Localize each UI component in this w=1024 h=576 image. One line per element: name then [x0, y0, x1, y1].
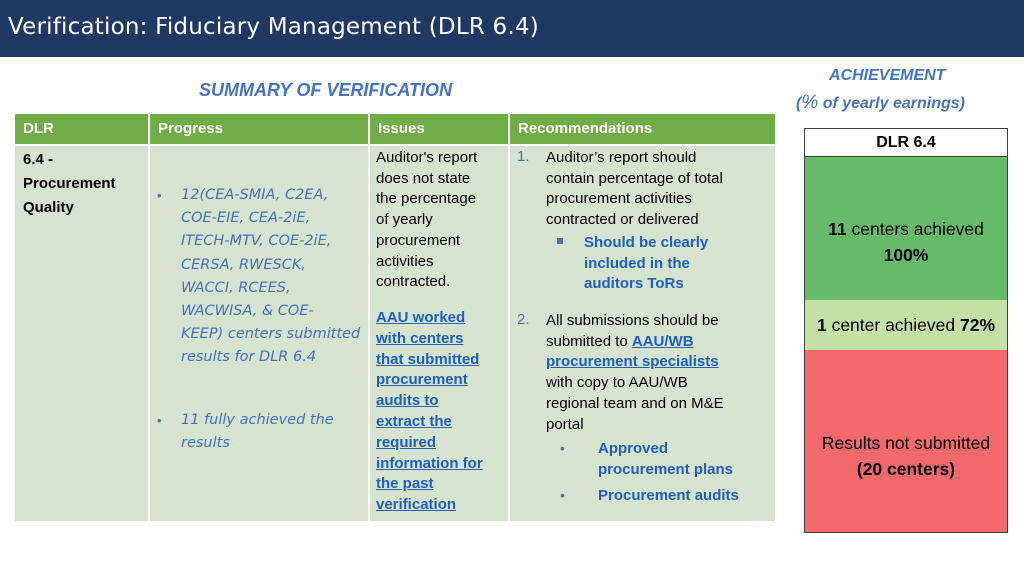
- recommendation-line: Approved: [598, 440, 669, 457]
- issues-line: with centers: [376, 329, 464, 347]
- progress-line: KEEP) centers submitted: [181, 326, 361, 343]
- header-recommendations: Recommendations: [510, 114, 775, 144]
- recommendation-line: procurement activities: [546, 190, 692, 208]
- not-submitted-block: [805, 350, 1007, 532]
- recommendation-2-sub-1: [598, 439, 733, 480]
- issues-line: Auditor's report: [376, 149, 478, 166]
- title-bar: [0, 0, 1024, 57]
- achievement-subheading: [796, 92, 965, 114]
- column-divider: [148, 114, 150, 521]
- issues-paragraph-1: [376, 148, 506, 293]
- recommendation-line: Auditor’s report should: [546, 149, 697, 166]
- square-bullet-icon: [557, 238, 563, 244]
- achieved-full-block: [805, 157, 1007, 300]
- dlr-line: Procurement: [23, 175, 116, 192]
- issues-line: procurement: [376, 231, 461, 249]
- header-divider: [15, 144, 775, 146]
- not-submitted-line-2: (20 centers): [856, 459, 956, 479]
- issues-line: AAU worked: [376, 309, 466, 326]
- progress-line: CERSA, RWESCK,: [181, 256, 306, 273]
- achieved-partial-line: [805, 313, 1007, 338]
- progress-line: WACWISA, & COE-: [181, 303, 314, 320]
- column-divider: [368, 114, 370, 521]
- issues-line: activities: [376, 252, 434, 270]
- dlr-line: Quality: [23, 199, 74, 216]
- achievement-panel: [804, 128, 1008, 533]
- recommendation-text: submitted to: [546, 332, 632, 350]
- bullet-icon: •: [157, 188, 162, 203]
- recommendation-line: with copy to AAU/WB: [546, 374, 688, 392]
- recommendation-2-sub-2: Procurement audits: [598, 487, 739, 504]
- progress-line: COE-EIE, CEA-2iE,: [181, 210, 311, 227]
- header-progress: Progress: [150, 114, 368, 144]
- issues-line: of yearly: [376, 211, 433, 229]
- issues-line: that submitted: [376, 350, 480, 368]
- achieved-count: 11: [828, 219, 847, 239]
- recommendation-1: [546, 148, 723, 231]
- issues-line: procurement: [376, 371, 468, 389]
- issues-line: verification: [376, 496, 457, 514]
- issues-line: information for: [376, 454, 483, 472]
- achievement-heading: ACHIEVEMENT: [829, 67, 946, 84]
- issues-paragraph-2: [376, 308, 506, 516]
- recommendation-line: contain percentage of total: [546, 169, 723, 187]
- percent-symbol: %: [801, 92, 819, 113]
- bullet-icon: •: [560, 487, 565, 503]
- partial-count: 1: [816, 315, 827, 335]
- progress-line: results for DLR 6.4: [181, 349, 317, 366]
- page-title: Verification: Fiduciary Management (DLR 6.4): [8, 14, 539, 40]
- progress-line: ITECH-MTV, COE-2iE,: [181, 233, 332, 250]
- recommendation-line: portal: [546, 415, 584, 433]
- issues-line: the past: [376, 475, 434, 493]
- issues-line: does not state: [376, 169, 471, 187]
- recommendation-line: [546, 332, 724, 353]
- issues-line: the percentage: [376, 190, 477, 208]
- progress-item-2: [181, 409, 334, 455]
- issues-line: audits to: [376, 392, 439, 410]
- summary-heading: SUMMARY OF VERIFICATION: [199, 80, 453, 100]
- issues-line: contracted.: [376, 273, 451, 291]
- bullet-icon: •: [560, 440, 565, 456]
- recommendation-line: regional team and on M&E: [546, 394, 724, 412]
- procurement-specialists-link[interactable]: procurement specialists: [546, 353, 719, 371]
- column-divider: [508, 114, 510, 521]
- partial-pct: 72%: [959, 315, 996, 335]
- progress-item-1: [181, 184, 360, 370]
- recommendation-1-sub: [584, 233, 708, 295]
- bullet-icon: •: [157, 413, 162, 428]
- achieved-full-line-1: [805, 217, 1007, 242]
- progress-line: results: [181, 435, 230, 452]
- achieved-full-pct: 100%: [883, 245, 929, 265]
- issues-line: extract the: [376, 412, 452, 430]
- not-submitted-line-1: Results not submitted: [821, 433, 991, 453]
- progress-line: 12(CEA-SMIA, C2EA,: [181, 187, 329, 203]
- recommendation-2: [546, 311, 724, 435]
- recommendation-line: All submissions should be: [546, 312, 719, 329]
- recommendation-line: procurement plans: [598, 460, 734, 478]
- achieved-partial-block: [805, 300, 1007, 350]
- recommendation-line: Should be clearly: [584, 234, 709, 251]
- achievement-panel-header: DLR 6.4: [805, 129, 1007, 157]
- header-issues: Issues: [370, 114, 508, 144]
- recommendation-line: included in the: [584, 254, 690, 272]
- issues-line: required: [376, 433, 437, 451]
- aau-wb-link[interactable]: AAU/WB: [631, 332, 694, 350]
- recommendation-line: auditors ToRs: [584, 275, 684, 293]
- recommendation-number: 1.: [517, 148, 530, 165]
- achievement-subheading-text: of yearly earnings): [822, 95, 965, 112]
- achieved-text: centers achieved: [846, 219, 984, 239]
- recommendation-line: contracted or delivered: [546, 211, 699, 229]
- progress-line: 11 fully achieved the: [181, 412, 334, 428]
- dlr-line: 6.4 -: [23, 151, 54, 168]
- dlr-cell: [23, 148, 143, 220]
- recommendation-number: 2.: [517, 311, 530, 328]
- progress-line: WACCI, RCEES,: [181, 279, 291, 296]
- partial-text: center achieved: [826, 315, 960, 335]
- open-paren: (: [796, 95, 802, 112]
- header-dlr: DLR: [15, 114, 148, 144]
